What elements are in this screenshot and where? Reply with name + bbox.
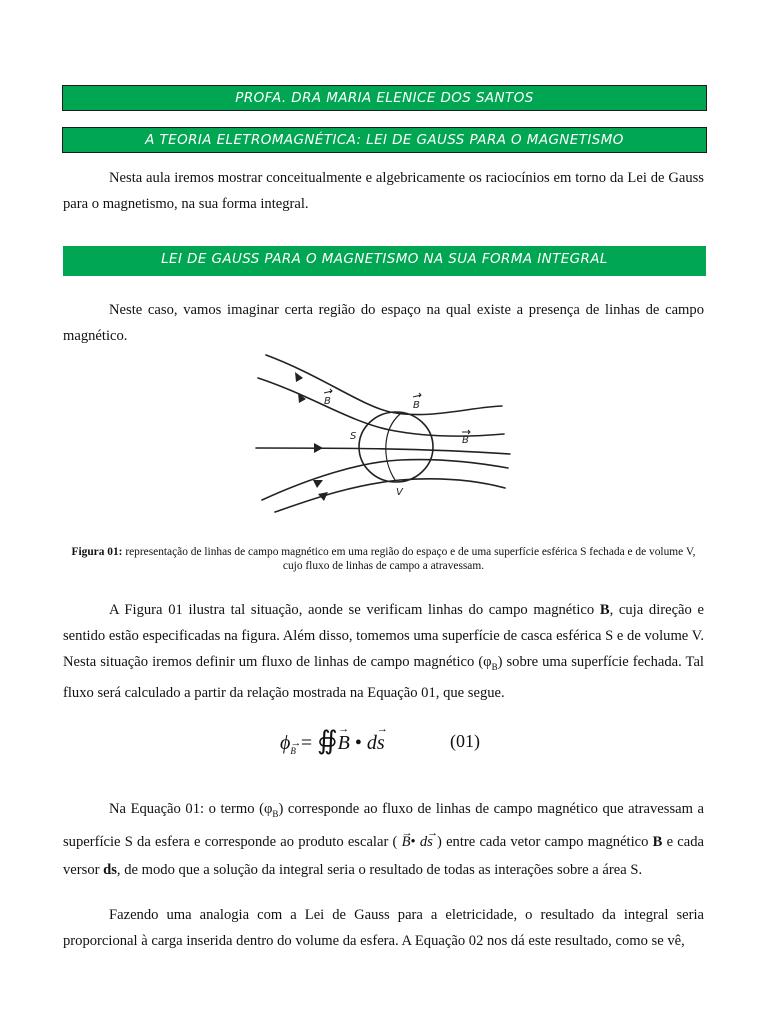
p3-prod-d: d — [419, 833, 428, 850]
paragraph-1-text: Neste caso, vamos imaginar certa região do espaço na qual existe a presença de linhas de campo magnético. — [63, 302, 704, 344]
field-line-5 — [275, 479, 505, 512]
paragraph-1 — [63, 297, 704, 349]
eq-integral: ∯ — [317, 726, 338, 755]
intro-paragraph — [63, 165, 704, 217]
eq-phi: ϕ — [280, 732, 291, 754]
magnetic-field-figure — [250, 350, 518, 515]
p3-bold-ds: ds — [103, 861, 117, 878]
vector-arrow-b1 — [324, 389, 332, 393]
caption-lead: Figura 01: — [71, 546, 123, 558]
p3-prod-s: → s — [427, 828, 433, 856]
section-banner: LEI DE GAUSS PARA O MAGNETISMO NA SUA FORMA INTEGRAL — [63, 246, 706, 276]
p3-text-4: e cada versor — [63, 833, 704, 878]
p3-prod-b: → B — [402, 828, 411, 856]
p2-bold-b: B — [599, 602, 610, 618]
volume-label: V — [396, 487, 403, 498]
field-line-2 — [258, 378, 504, 436]
p3-sub-b: B — [272, 808, 279, 819]
paragraph-3 — [63, 795, 704, 884]
vector-arrow-b2 — [413, 393, 421, 397]
eq-phi-sub: → $_B$ — [290, 746, 296, 756]
vector-arrow-b3 — [462, 430, 470, 434]
p3-bold-b: B — [652, 833, 663, 850]
p3-text-1: Na Equação 01: o termo (φ — [109, 801, 273, 817]
field-line-1 — [266, 355, 502, 415]
eq-d: d — [366, 732, 377, 754]
eq-dot: • — [354, 732, 362, 754]
eq-s-vector: → s — [377, 732, 385, 755]
field-line-3 — [256, 448, 510, 454]
p2-sub-b: B — [491, 661, 498, 672]
p2-text-3: ) sobre uma superfície fechada. Tal fluxo será calculado a partir da relação mostrada na Equação 01, que segue. — [63, 654, 704, 701]
p3-text-3: ) entre cada vetor campo magnético — [432, 833, 653, 850]
gaussian-sphere — [359, 412, 433, 482]
field-label-b3: B — [462, 435, 469, 446]
author-banner: PROFA. DRA MARIA ELENICE DOS SANTOS — [63, 86, 706, 110]
eq-b-vector: → B — [338, 732, 350, 755]
intro-text: Nesta aula iremos mostrar conceitualmente e algebricamente os raciocínios em torno da Lei de Gauss para o magnetismo, na sua forma integral. — [63, 170, 704, 212]
arrow-1-icon — [295, 372, 303, 382]
equation-01 — [280, 726, 540, 770]
equation-number: (01) — [450, 731, 480, 751]
p3-text-2: ) corresponde ao fluxo de linhas de campo magnético que atravessam a superfície S da esfera e corresponde ao produto escalar ( — [63, 801, 705, 850]
paragraph-2 — [63, 597, 704, 706]
p3-prod-dot: • — [410, 833, 416, 850]
field-label-b1: B — [324, 396, 331, 407]
sphere-meridian — [386, 414, 400, 480]
surface-label: S — [350, 431, 357, 442]
p2-text-1: A Figura 01 ilustra tal situação, aonde se verificam linhas do campo magnético — [109, 602, 600, 618]
arrow-4-icon — [313, 480, 323, 488]
figure-caption — [63, 545, 704, 573]
caption-text: representação de linhas de campo magnético em uma região do espaço e de uma superfície esférica S fechada e de volume V, cujo fluxo de linhas de campo a atravessam. — [122, 546, 696, 572]
title-banner: A TEORIA ELETROMAGNÉTICA: LEI DE GAUSS PARA O MAGNETISMO — [63, 128, 706, 152]
eq-equals: = — [300, 732, 313, 754]
p3-text-5: , de modo que a solução da integral seria o resultado de todas as interações sobre a área S. — [116, 861, 643, 878]
paragraph-4 — [63, 902, 704, 954]
p2-text-2: , cuja direção e sentido estão especificadas na figura. Além disso, tomemos uma superfície de casca esférica S e de volume V. Nesta situação iremos definir um fluxo de linhas de campo magnético (φ — [63, 602, 704, 670]
p4-text: Fazendo uma analogia com a Lei de Gauss para a eletricidade, o resultado da integral seria proporcional à carga inserida dentro do volume da esfera. A Equação 02 nos dá este resultado, como se vê, — [63, 907, 704, 949]
field-label-b2: B — [413, 400, 420, 411]
arrow-3-icon — [314, 443, 323, 453]
